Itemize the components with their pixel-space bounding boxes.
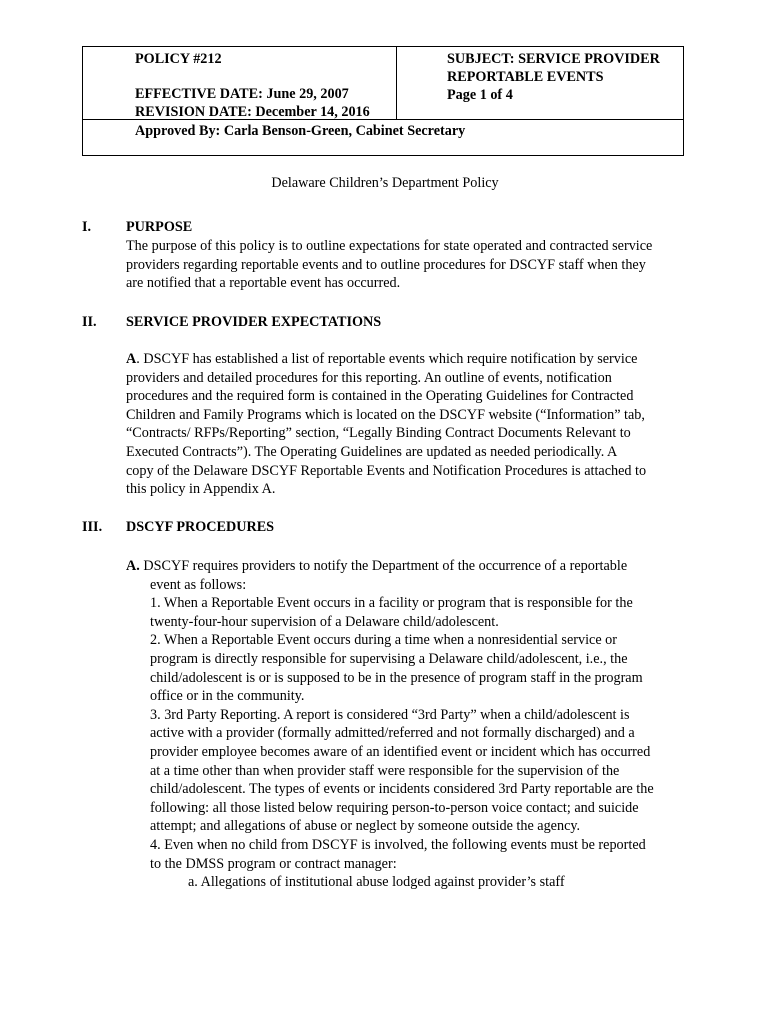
subject-line-1: SUBJECT: SERVICE PROVIDER <box>447 51 660 67</box>
effective-date: EFFECTIVE DATE: June 29, 2007 <box>135 86 349 102</box>
policy-number: POLICY #212 <box>135 51 222 67</box>
page-number: Page 1 of 4 <box>447 87 513 103</box>
list-line: to the DMSS program or contract manager: <box>150 855 397 872</box>
item-a-text: DSCYF requires providers to notify the Department of the occurrence of a reportable <box>139 558 628 574</box>
item-a-label: A. <box>126 558 140 574</box>
policy-header-table <box>82 46 684 156</box>
list-item-a: a. Allegations of institutional abuse lodged against provider’s staff <box>188 874 565 891</box>
list-line: active with a provider (formally admitted/referred and not formally discharged) and a <box>150 725 635 742</box>
paragraph-line: Executed Contracts”). The Operating Guidelines are updated as needed periodically. A <box>126 443 618 460</box>
list-line: child/adolescent. The types of events or incidents considered 3rd Party reportable are the <box>150 781 654 798</box>
approved-by: Approved By: Carla Benson-Green, Cabinet Secretary <box>135 123 466 139</box>
subject-line-2: REPORTABLE EVENTS <box>447 69 604 85</box>
section-3-paragraph <box>126 557 686 892</box>
section-2-number: II. <box>82 314 97 330</box>
list-line: child/adolescent is or is supposed to be in the presence of program staff in the program <box>150 669 643 686</box>
section-1-heading: PURPOSE <box>126 219 193 235</box>
paragraph-line: this policy in Appendix A. <box>126 481 276 498</box>
section-1-paragraph <box>126 237 686 293</box>
list-line: at a time other than when provider staff were responsible for the supervision of the <box>150 762 620 779</box>
section-3-number: III. <box>82 519 103 535</box>
list-line: twenty-four-hour supervision of a Delaware child/adolescent. <box>150 613 499 630</box>
item-a-label: A <box>126 351 137 367</box>
paragraph-line: “Contracts/ RFPs/Reporting” section, “Legally Binding Contract Documents Relevant to <box>126 425 631 442</box>
revision-date: REVISION DATE: December 14, 2016 <box>135 104 370 120</box>
list-line: following: all those listed below requiring person-to-person voice contact; and suicide <box>150 799 639 816</box>
document-subtitle: Delaware Children’s Department Policy <box>271 175 499 191</box>
list-line: 4. Even when no child from DSCYF is involved, the following events must be reported <box>150 836 646 853</box>
paragraph-line: are notified that a reportable event has occurred. <box>126 275 401 292</box>
section-1-number: I. <box>82 219 92 235</box>
paragraph-line: procedures and the required form is contained in the Operating Guidelines for Contracted <box>126 388 634 405</box>
list-line: attempt; and allegations of abuse or neglect by someone outside the agency. <box>150 818 581 835</box>
list-line: 3. 3rd Party Reporting. A report is considered “3rd Party” when a child/adolescent is <box>150 706 630 723</box>
section-2-heading: SERVICE PROVIDER EXPECTATIONS <box>126 314 382 330</box>
paragraph-line: providers and detailed procedures for this reporting. An outline of events, notification <box>126 369 612 386</box>
paragraph-line: The purpose of this policy is to outline expectations for state operated and contracted service <box>126 238 653 254</box>
paragraph-line <box>126 557 686 576</box>
list-line: 1. When a Reportable Event occurs in a facility or program that is responsible for the <box>150 595 633 612</box>
section-3-heading: DSCYF PROCEDURES <box>126 519 275 535</box>
paragraph-line <box>126 350 686 369</box>
list-line: program is directly responsible for supervising a Delaware child/adolescent, i.e., the <box>150 650 628 667</box>
paragraph-line: copy of the Delaware DSCYF Reportable Events and Notification Procedures is attached to <box>126 462 647 479</box>
item-a-text: . DSCYF has established a list of reportable events which require notification by service <box>136 351 638 367</box>
list-line: event as follows: <box>150 576 247 593</box>
section-2-paragraph <box>126 350 686 499</box>
list-line: office or in the community. <box>150 688 305 705</box>
paragraph-line: providers regarding reportable events and to outline procedures for DSCYF staff when they <box>126 256 646 273</box>
list-line: provider employee becomes aware of an identified event or incident which has occurred <box>150 743 651 760</box>
paragraph-line: Children and Family Programs which is located on the DSCYF website (“Information” tab, <box>126 406 645 423</box>
list-line: 2. When a Reportable Event occurs during a time when a nonresidential service or <box>150 632 617 649</box>
